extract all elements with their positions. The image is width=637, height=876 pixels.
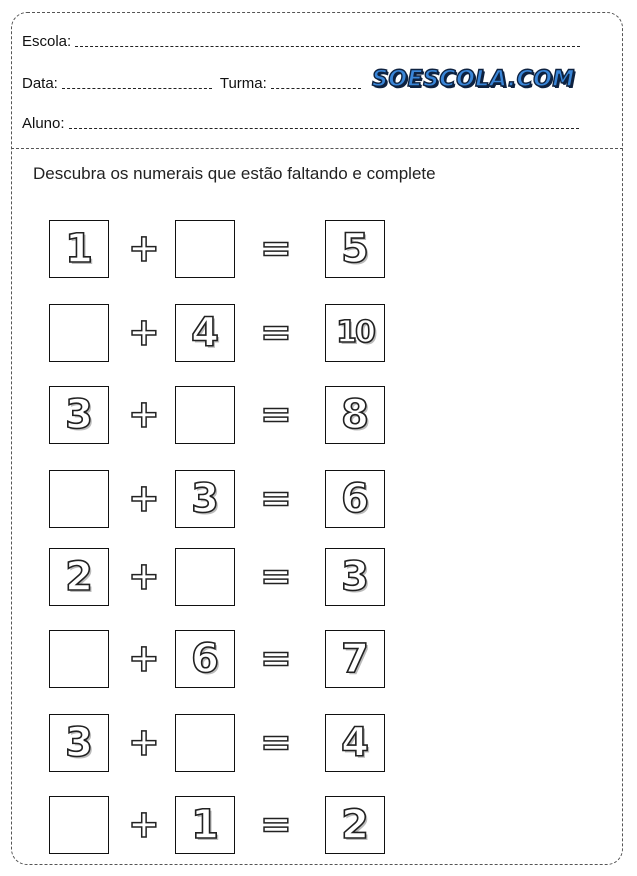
logo: SOESCOLA.COM <box>372 67 575 92</box>
second-addend-box <box>175 630 235 688</box>
result-box <box>325 220 385 278</box>
result-number: 2 <box>341 802 369 848</box>
first-addend-box <box>49 220 109 278</box>
first-addend-number: 1 <box>65 226 93 272</box>
first-addend-number: 3 <box>65 720 93 766</box>
result-box <box>325 714 385 772</box>
date-field[interactable] <box>62 88 212 89</box>
first-addend-answer-box[interactable] <box>49 796 109 854</box>
equation-row <box>0 630 637 692</box>
second-addend-answer-box[interactable] <box>175 386 235 444</box>
result-number: 3 <box>341 554 369 600</box>
plus-sign: + <box>128 554 160 598</box>
result-box <box>325 386 385 444</box>
equals-sign: = <box>260 476 292 520</box>
result-number: 4 <box>341 720 369 766</box>
date-line <box>22 75 361 92</box>
instruction-text: Descubra os numerais que estão faltando e complete <box>33 164 436 183</box>
student-label: Aluno: <box>22 115 65 132</box>
plus-sign: + <box>128 310 160 354</box>
second-addend-number: 3 <box>191 476 219 522</box>
first-addend-box <box>49 386 109 444</box>
equation-row <box>0 714 637 776</box>
class-label: Turma: <box>219 75 267 92</box>
second-addend-number: 6 <box>191 636 219 682</box>
plus-sign: + <box>128 476 160 520</box>
equation-row <box>0 220 637 282</box>
result-number: 5 <box>341 226 369 272</box>
result-number: 6 <box>341 476 369 522</box>
result-box <box>325 470 385 528</box>
plus-sign: + <box>128 720 160 764</box>
second-addend-box <box>175 304 235 362</box>
second-addend-answer-box[interactable] <box>175 714 235 772</box>
equals-sign: = <box>260 392 292 436</box>
result-box <box>325 304 385 362</box>
plus-sign: + <box>128 392 160 436</box>
equation-row <box>0 548 637 610</box>
second-addend-answer-box[interactable] <box>175 548 235 606</box>
first-addend-box <box>49 548 109 606</box>
result-box <box>325 630 385 688</box>
result-number: 10 <box>336 315 374 350</box>
second-addend-box <box>175 470 235 528</box>
result-box <box>325 548 385 606</box>
result-number: 8 <box>341 392 369 438</box>
equation-row <box>0 386 637 448</box>
equation-row <box>0 304 637 366</box>
second-addend-number: 1 <box>191 802 219 848</box>
equals-sign: = <box>260 226 292 270</box>
equation-row <box>0 796 637 858</box>
second-addend-box <box>175 796 235 854</box>
class-field[interactable] <box>271 88 361 89</box>
first-addend-answer-box[interactable] <box>49 304 109 362</box>
first-addend-box <box>49 714 109 772</box>
student-line <box>22 115 579 132</box>
plus-sign: + <box>128 802 160 846</box>
first-addend-number: 2 <box>65 554 93 600</box>
plus-sign: + <box>128 636 160 680</box>
result-box <box>325 796 385 854</box>
school-line <box>22 33 580 50</box>
first-addend-number: 3 <box>65 392 93 438</box>
plus-sign: + <box>128 226 160 270</box>
school-field[interactable] <box>75 46 580 47</box>
second-addend-number: 4 <box>191 310 219 356</box>
result-number: 7 <box>341 636 369 682</box>
equals-sign: = <box>260 310 292 354</box>
equals-sign: = <box>260 554 292 598</box>
student-field[interactable] <box>69 128 579 129</box>
school-label: Escola: <box>22 33 72 50</box>
first-addend-answer-box[interactable] <box>49 470 109 528</box>
equals-sign: = <box>260 720 292 764</box>
date-label: Data: <box>22 75 58 92</box>
first-addend-answer-box[interactable] <box>49 630 109 688</box>
header-divider <box>11 148 623 149</box>
second-addend-answer-box[interactable] <box>175 220 235 278</box>
equals-sign: = <box>260 802 292 846</box>
equals-sign: = <box>260 636 292 680</box>
equation-row <box>0 470 637 532</box>
